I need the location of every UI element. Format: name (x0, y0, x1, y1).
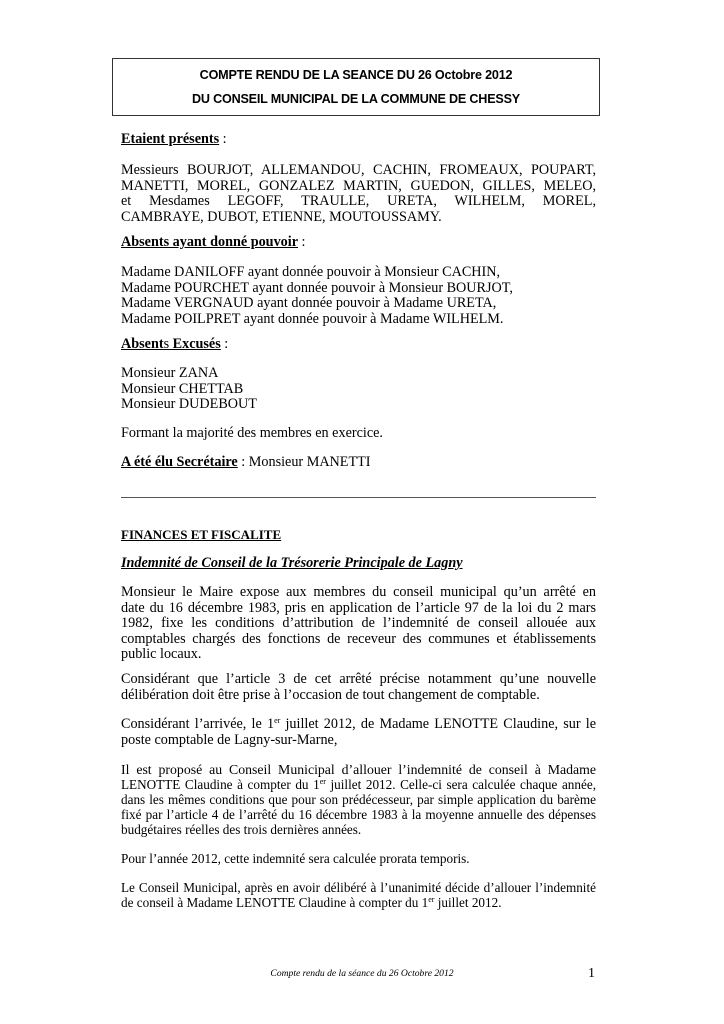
paragraph-line (121, 895, 596, 910)
absents-excuses-list (121, 366, 596, 413)
absents-pouvoir-line: Madame POURCHET ayant donnée pouvoir à Monsieur BOURJOT, (121, 279, 513, 296)
superscript: er (428, 895, 435, 904)
paragraph-prorata: Pour l’année 2012, cette indemnité sera calculée prorata temporis. (121, 851, 470, 866)
paragraph-expose (121, 585, 596, 663)
secretaire-line (121, 455, 596, 471)
paragraph-line: comptables chargés des fonctions de receveur des communes et établissements (121, 630, 596, 647)
page-number: 1 (588, 966, 595, 981)
title-line-1: COMPTE RENDU DE LA SEANCE DU 26 Octobre 2012 (199, 68, 513, 82)
presents-line: CAMBRAYE, DUBOT, ETIENNE, MOUTOUSSAMY. (121, 208, 442, 225)
paragraph-line: public locaux. (121, 646, 202, 663)
paragraph-line: Le Conseil Municipal, après en avoir délibéré à l’unanimité décide d’allouer l’indemnité (121, 880, 596, 895)
paragraph-line: date du 16 décembre 1983, pris en application de l’article 97 de la loi du 2 mars (121, 599, 596, 616)
text-part: juillet 2012. (434, 895, 502, 910)
absents-pouvoir-line: Madame POILPRET ayant donnée pouvoir à Madame WILHELM. (121, 310, 504, 327)
section-heading: FINANCES ET FISCALITE (121, 527, 282, 542)
paragraph-line: budgétaires réelles des trois dernières années. (121, 822, 362, 837)
paragraph-line: Monsieur le Maire expose aux membres du conseil municipal qu’un arrêté en (121, 584, 596, 600)
text-part: LENOTTE Claudine à compter du 1 (121, 777, 320, 792)
text-part: de conseil à Madame LENOTTE Claudine à compter du 1 (121, 895, 429, 910)
absents-pouvoir-line: Madame DANILOFF ayant donnée pouvoir à Monsieur CACHIN, (121, 264, 501, 280)
presents-heading (121, 132, 596, 148)
absents-excuses-heading-label (121, 336, 221, 352)
presents-list (121, 163, 596, 225)
paragraph-line: 1982, fixe les conditions d’attribution de l’indemnité de conseil allouée aux (121, 615, 596, 632)
presents-line: et Mesdames LEGOFF, TRAULLE, URETA, WILHELM, MOREL, (121, 193, 596, 210)
paragraph-decision (121, 880, 596, 910)
paragraph-line (121, 777, 596, 792)
presents-line: MANETTI, MOREL, GONZALEZ MARTIN, GUEDON, GILLES, MELEO, (121, 177, 596, 194)
text-part: juillet 2012. Celle-ci sera calculée chaque année, (325, 777, 596, 792)
presents-line: Messieurs BOURJOT, ALLEMANDOU, CACHIN, FROMEAUX, POUPART, (121, 162, 596, 178)
paragraph-considerant-2 (121, 717, 596, 748)
paragraph-considerant-1 (121, 672, 596, 703)
paragraph-line: délibération doit être prise à l’occasion de tout changement de comptable. (121, 686, 540, 703)
paragraph-line: Considérant que l’article 3 de cet arrêté précise notamment qu’une nouvelle (121, 671, 596, 687)
absents-excuses-heading-colon: : (220, 336, 229, 352)
absents-pouvoir-heading-label: Absents ayant donné pouvoir (121, 234, 298, 250)
secretaire-label: A été élu Secrétaire (121, 454, 238, 470)
superscript: er (274, 716, 281, 725)
secretaire-value: : Monsieur MANETTI (237, 454, 371, 470)
absents-excuses-line: Monsieur ZANA (121, 365, 219, 381)
section-subheading: Indemnité de Conseil de la Trésorerie Principale de Lagny (121, 555, 463, 571)
paragraph-line: poste comptable de Lagny-sur-Marne, (121, 731, 338, 748)
absents-excuses-line: Monsieur DUDEBOUT (121, 396, 257, 413)
absents-excuses-heading (121, 337, 596, 353)
paragraph-proposition (121, 762, 596, 837)
absents-excuses-heading-part: Absent (121, 336, 164, 352)
absents-excuses-line: Monsieur CHETTAB (121, 380, 244, 397)
absents-pouvoir-heading-colon: : (298, 234, 306, 250)
paragraph-line (121, 717, 596, 733)
text-part: Considérant l’arrivée, le 1 (121, 716, 275, 732)
absents-pouvoir-line: Madame VERGNAUD ayant donnée pouvoir à Madame URETA, (121, 295, 497, 312)
paragraph-line: dans les mêmes conditions que pour son prédécesseur, par simple application du barème (121, 792, 596, 807)
paragraph-line: fixé par l’article 4 de l’arrêté du 16 décembre 1983 à la moyenne annuelle des dépenses (121, 807, 596, 822)
majorite-text: Formant la majorité des membres en exercice. (121, 425, 383, 441)
title-box (112, 58, 600, 116)
superscript: er (319, 777, 326, 786)
presents-heading-label: Etaient présents (121, 131, 220, 147)
absents-pouvoir-list (121, 265, 596, 327)
paragraph-line: Il est proposé au Conseil Municipal d’allouer l’indemnité de conseil à Madame (121, 762, 596, 777)
title-line-2: DU CONSEIL MUNICIPAL DE LA COMMUNE DE CHESSY (192, 92, 520, 106)
section-divider (121, 497, 596, 498)
text-part: juillet 2012, de Madame LENOTTE Claudine, sur le (280, 716, 597, 732)
page-footer: Compte rendu de la séance du 26 Octobre 2012 (270, 968, 454, 979)
absents-pouvoir-heading (121, 235, 596, 251)
absents-excuses-heading-part: Excusés (169, 336, 221, 352)
presents-heading-colon: : (219, 131, 227, 147)
absents-excuses-heading-part: s (163, 336, 170, 352)
